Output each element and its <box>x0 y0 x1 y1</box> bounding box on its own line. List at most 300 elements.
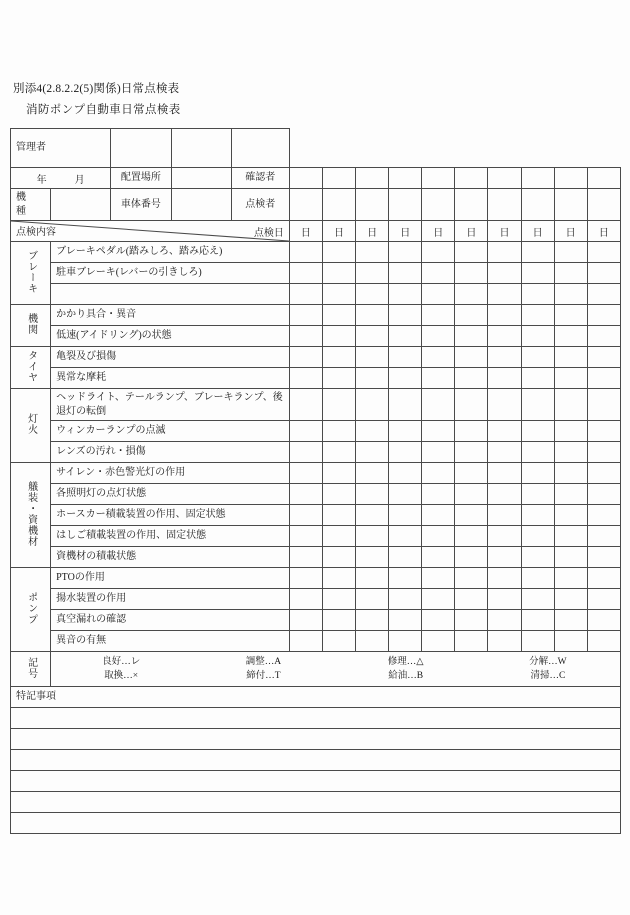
check-cell[interactable] <box>389 484 422 505</box>
check-cell[interactable] <box>488 442 521 463</box>
check-cell[interactable] <box>521 347 554 368</box>
check-cell[interactable] <box>322 463 355 484</box>
check-cell[interactable] <box>422 526 455 547</box>
table-row <box>11 284 621 305</box>
check-cell[interactable] <box>356 442 389 463</box>
check-cell[interactable] <box>322 347 355 368</box>
check-cell[interactable] <box>521 284 554 305</box>
check-cell[interactable] <box>422 421 455 442</box>
inspection-date-header-row <box>11 221 621 242</box>
remarks-input-2[interactable] <box>11 729 621 750</box>
check-cell[interactable] <box>356 389 389 421</box>
page-title: 別添4(2.8.2.2(5)関係)日常点検表 <box>13 83 180 95</box>
item-cell <box>51 442 290 463</box>
inspector-day-4[interactable] <box>389 189 422 221</box>
check-cell[interactable] <box>587 442 620 463</box>
check-cell[interactable] <box>322 568 355 589</box>
check-cell[interactable] <box>587 326 620 347</box>
inspector-day-9[interactable] <box>554 189 587 221</box>
check-cell[interactable] <box>488 326 521 347</box>
check-cell[interactable] <box>554 347 587 368</box>
check-cell[interactable] <box>521 505 554 526</box>
check-cell[interactable] <box>289 589 322 610</box>
inspector-day-10[interactable] <box>587 189 620 221</box>
item-label: 異常な摩耗 <box>56 372 107 384</box>
check-cell[interactable] <box>289 284 322 305</box>
check-cell[interactable] <box>422 347 455 368</box>
check-cell[interactable] <box>356 589 389 610</box>
check-cell[interactable] <box>587 368 620 389</box>
inspector-day-5[interactable] <box>422 189 455 221</box>
check-cell[interactable] <box>587 242 620 263</box>
check-cell[interactable] <box>554 463 587 484</box>
check-cell[interactable] <box>389 547 422 568</box>
check-cell[interactable] <box>521 389 554 421</box>
table-row <box>11 463 621 484</box>
remarks-input-3[interactable] <box>11 750 621 771</box>
confirmer-day-10[interactable] <box>587 168 620 189</box>
check-cell[interactable] <box>322 284 355 305</box>
item-cell <box>51 547 290 568</box>
check-cell[interactable] <box>356 547 389 568</box>
diagonal-header-cell <box>11 221 290 242</box>
manager-field-1[interactable] <box>111 129 171 168</box>
check-cell[interactable] <box>521 442 554 463</box>
remarks-header-row <box>11 687 621 708</box>
check-cell[interactable] <box>422 631 455 652</box>
legend-entry: 調整…A <box>245 656 282 667</box>
check-cell[interactable] <box>289 505 322 526</box>
day-header-4: 日 <box>389 221 422 242</box>
day-header-5: 日 <box>422 221 455 242</box>
check-cell[interactable] <box>289 547 322 568</box>
check-cell[interactable] <box>455 242 488 263</box>
check-cell[interactable] <box>356 463 389 484</box>
check-cell[interactable] <box>322 389 355 421</box>
manager-field-2[interactable] <box>171 129 231 168</box>
check-cell[interactable] <box>554 526 587 547</box>
check-cell[interactable] <box>422 442 455 463</box>
table-row <box>11 305 621 326</box>
remarks-blank-row <box>11 708 621 729</box>
check-cell[interactable] <box>389 505 422 526</box>
check-cell[interactable] <box>422 368 455 389</box>
check-cell[interactable] <box>488 242 521 263</box>
check-cell[interactable] <box>322 326 355 347</box>
check-cell[interactable] <box>422 589 455 610</box>
check-cell[interactable] <box>587 421 620 442</box>
check-cell[interactable] <box>389 347 422 368</box>
check-cell[interactable] <box>356 631 389 652</box>
manager-field-3[interactable] <box>231 129 289 168</box>
legend-label-cell <box>11 652 51 687</box>
check-cell[interactable] <box>488 526 521 547</box>
check-cell[interactable] <box>455 442 488 463</box>
check-cell[interactable] <box>455 589 488 610</box>
body-number-label-cell <box>111 189 171 221</box>
check-cell[interactable] <box>422 484 455 505</box>
confirmer-day-3[interactable] <box>356 168 389 189</box>
check-cell[interactable] <box>389 610 422 631</box>
location-label-cell <box>111 168 171 189</box>
check-cell[interactable] <box>289 242 322 263</box>
date-location-row <box>11 168 621 189</box>
inspector-day-1[interactable] <box>289 189 322 221</box>
check-cell[interactable] <box>389 305 422 326</box>
check-cell[interactable] <box>455 484 488 505</box>
category-pump <box>11 568 51 652</box>
model-label: 機 種 <box>16 192 42 217</box>
check-cell[interactable] <box>587 547 620 568</box>
check-cell[interactable] <box>389 526 422 547</box>
check-cell[interactable] <box>521 421 554 442</box>
check-cell[interactable] <box>554 505 587 526</box>
check-cell[interactable] <box>422 463 455 484</box>
item-label: 資機材の積載状態 <box>56 551 137 563</box>
table-row <box>11 242 621 263</box>
check-cell[interactable] <box>521 568 554 589</box>
check-cell[interactable] <box>356 263 389 284</box>
confirmer-day-9[interactable] <box>554 168 587 189</box>
remarks-label: 特記事項 <box>16 691 56 703</box>
item-cell <box>51 526 290 547</box>
legend-row <box>11 652 621 687</box>
check-cell[interactable] <box>289 610 322 631</box>
check-cell[interactable] <box>455 610 488 631</box>
check-cell[interactable] <box>389 463 422 484</box>
item-label: ウィンカーランプの点滅 <box>56 425 166 437</box>
check-cell[interactable] <box>356 505 389 526</box>
check-cell[interactable] <box>289 368 322 389</box>
legend-column-2 <box>193 654 335 685</box>
check-cell[interactable] <box>488 568 521 589</box>
category-tire <box>11 347 51 389</box>
check-cell[interactable] <box>587 589 620 610</box>
check-cell[interactable] <box>422 242 455 263</box>
check-cell[interactable] <box>322 547 355 568</box>
check-cell[interactable] <box>455 326 488 347</box>
item-cell <box>51 568 290 589</box>
check-cell[interactable] <box>455 568 488 589</box>
check-cell[interactable] <box>488 505 521 526</box>
check-cell[interactable] <box>455 547 488 568</box>
check-cell[interactable] <box>587 284 620 305</box>
legend-entry: 清掃…C <box>530 671 566 681</box>
item-label: 低速(アイドリング)の状態 <box>56 330 172 342</box>
item-cell <box>51 505 290 526</box>
check-cell[interactable] <box>554 242 587 263</box>
check-cell[interactable] <box>389 568 422 589</box>
confirmer-day-5[interactable] <box>422 168 455 189</box>
item-label: 亀裂及び損傷 <box>56 351 117 363</box>
body-number-label: 車体番号 <box>120 198 161 210</box>
inspector-day-3[interactable] <box>356 189 389 221</box>
check-cell[interactable] <box>356 484 389 505</box>
check-cell[interactable] <box>389 368 422 389</box>
check-cell[interactable] <box>488 484 521 505</box>
check-cell[interactable] <box>554 389 587 421</box>
check-cell[interactable] <box>488 631 521 652</box>
check-cell[interactable] <box>389 242 422 263</box>
inspector-day-2[interactable] <box>322 189 355 221</box>
remarks-input-1[interactable] <box>11 708 621 729</box>
item-cell <box>51 610 290 631</box>
check-cell[interactable] <box>289 631 322 652</box>
check-cell[interactable] <box>322 631 355 652</box>
day-header-9: 日 <box>554 221 587 242</box>
check-cell[interactable] <box>554 368 587 389</box>
check-cell[interactable] <box>356 347 389 368</box>
category-lights <box>11 389 51 463</box>
check-cell[interactable] <box>455 368 488 389</box>
check-cell[interactable] <box>322 421 355 442</box>
check-cell[interactable] <box>521 326 554 347</box>
check-cell[interactable] <box>322 263 355 284</box>
check-cell[interactable] <box>289 305 322 326</box>
check-cell[interactable] <box>389 421 422 442</box>
confirmer-day-4[interactable] <box>389 168 422 189</box>
check-cell[interactable] <box>422 568 455 589</box>
check-cell[interactable] <box>521 631 554 652</box>
legend-entry: 取換…× <box>104 671 139 681</box>
check-cell[interactable] <box>554 421 587 442</box>
check-cell[interactable] <box>521 589 554 610</box>
check-cell[interactable] <box>554 610 587 631</box>
check-cell[interactable] <box>521 305 554 326</box>
day-header-6: 日 <box>455 221 488 242</box>
check-cell[interactable] <box>455 463 488 484</box>
check-cell[interactable] <box>587 610 620 631</box>
body-number-value-cell[interactable] <box>171 189 231 221</box>
legend-column-3 <box>336 654 478 685</box>
check-cell[interactable] <box>322 368 355 389</box>
location-value-cell[interactable] <box>171 168 231 189</box>
check-cell[interactable] <box>356 610 389 631</box>
check-cell[interactable] <box>289 326 322 347</box>
check-cell[interactable] <box>521 463 554 484</box>
remarks-input-5[interactable] <box>11 792 621 813</box>
check-cell[interactable] <box>587 463 620 484</box>
location-label: 配置場所 <box>120 172 161 184</box>
check-cell[interactable] <box>289 463 322 484</box>
check-cell[interactable] <box>554 442 587 463</box>
legend-label: 記号 <box>25 656 37 679</box>
category-label: ブレーキ <box>25 249 37 294</box>
check-cell[interactable] <box>322 442 355 463</box>
check-cell[interactable] <box>422 284 455 305</box>
check-cell[interactable] <box>554 284 587 305</box>
check-cell[interactable] <box>488 284 521 305</box>
check-cell[interactable] <box>554 326 587 347</box>
remarks-input-6[interactable] <box>11 813 621 834</box>
check-cell[interactable] <box>554 631 587 652</box>
check-cell[interactable] <box>488 389 521 421</box>
legend-column-1 <box>51 654 193 685</box>
check-cell[interactable] <box>521 368 554 389</box>
check-cell[interactable] <box>488 305 521 326</box>
page-subtitle: 消防ポンプ自動車日常点検表 <box>26 104 181 116</box>
item-cell <box>51 421 290 442</box>
check-cell[interactable] <box>455 526 488 547</box>
legend-entry: 良好…レ <box>102 656 141 667</box>
check-cell[interactable] <box>322 526 355 547</box>
table-row <box>11 568 621 589</box>
manager-label: 管理者 <box>16 142 46 154</box>
check-cell[interactable] <box>554 589 587 610</box>
check-cell[interactable] <box>289 568 322 589</box>
check-cell[interactable] <box>455 505 488 526</box>
check-cell[interactable] <box>289 526 322 547</box>
table-row <box>11 389 621 421</box>
check-cell[interactable] <box>389 284 422 305</box>
check-cell[interactable] <box>422 263 455 284</box>
manager-row-spacer <box>289 129 620 168</box>
check-cell[interactable] <box>422 610 455 631</box>
month-label: 月 <box>74 174 85 186</box>
item-label: はしご積載装置の作用、固定状態 <box>56 530 207 542</box>
confirmer-day-8[interactable] <box>521 168 554 189</box>
item-label: 真空漏れの確認 <box>56 614 127 626</box>
check-cell[interactable] <box>356 421 389 442</box>
check-cell[interactable] <box>322 484 355 505</box>
inspector-label-cell <box>231 189 289 221</box>
check-cell[interactable] <box>455 421 488 442</box>
item-cell <box>51 347 290 368</box>
table-row <box>11 326 621 347</box>
item-cell[interactable] <box>51 284 290 305</box>
check-cell[interactable] <box>389 263 422 284</box>
confirmer-day-6[interactable] <box>455 168 488 189</box>
manager-label-cell <box>11 129 111 168</box>
table-row <box>11 421 621 442</box>
check-cell[interactable] <box>587 505 620 526</box>
check-cell[interactable] <box>322 242 355 263</box>
remarks-blank-row <box>11 750 621 771</box>
check-cell[interactable] <box>587 568 620 589</box>
check-cell[interactable] <box>587 347 620 368</box>
check-cell[interactable] <box>488 368 521 389</box>
check-cell[interactable] <box>389 631 422 652</box>
model-label-cell <box>11 189 51 221</box>
remarks-input-4[interactable] <box>11 771 621 792</box>
check-cell[interactable] <box>587 305 620 326</box>
confirmer-day-2[interactable] <box>322 168 355 189</box>
check-cell[interactable] <box>389 442 422 463</box>
check-cell[interactable] <box>389 326 422 347</box>
check-cell[interactable] <box>488 463 521 484</box>
check-cell[interactable] <box>587 631 620 652</box>
check-cell[interactable] <box>455 284 488 305</box>
check-cell[interactable] <box>587 526 620 547</box>
check-cell[interactable] <box>587 389 620 421</box>
check-cell[interactable] <box>289 484 322 505</box>
check-cell[interactable] <box>422 305 455 326</box>
check-cell[interactable] <box>389 589 422 610</box>
table-row <box>11 505 621 526</box>
check-cell[interactable] <box>422 389 455 421</box>
check-cell[interactable] <box>422 505 455 526</box>
legend-content-cell <box>51 652 621 687</box>
check-cell[interactable] <box>356 305 389 326</box>
item-label: レンズの汚れ・損傷 <box>56 446 146 458</box>
remarks-blank-row <box>11 771 621 792</box>
check-cell[interactable] <box>455 631 488 652</box>
check-cell[interactable] <box>587 263 620 284</box>
check-cell[interactable] <box>422 326 455 347</box>
check-cell[interactable] <box>322 505 355 526</box>
check-cell[interactable] <box>488 589 521 610</box>
check-cell[interactable] <box>356 326 389 347</box>
check-cell[interactable] <box>521 242 554 263</box>
check-cell[interactable] <box>322 305 355 326</box>
check-cell[interactable] <box>289 263 322 284</box>
check-cell[interactable] <box>455 263 488 284</box>
day-header-3: 日 <box>356 221 389 242</box>
check-cell[interactable] <box>389 389 422 421</box>
check-cell[interactable] <box>289 421 322 442</box>
check-cell[interactable] <box>455 305 488 326</box>
confirmer-day-1[interactable] <box>289 168 322 189</box>
check-cell[interactable] <box>521 610 554 631</box>
inspector-day-6[interactable] <box>455 189 488 221</box>
confirmer-label-cell <box>231 168 289 189</box>
table-row <box>11 263 621 284</box>
check-cell[interactable] <box>488 347 521 368</box>
check-cell[interactable] <box>289 442 322 463</box>
check-cell[interactable] <box>587 484 620 505</box>
item-cell <box>51 242 290 263</box>
inspector-day-7[interactable] <box>488 189 521 221</box>
table-row <box>11 610 621 631</box>
check-cell[interactable] <box>554 568 587 589</box>
check-cell[interactable] <box>521 484 554 505</box>
check-cell[interactable] <box>488 263 521 284</box>
check-cell[interactable] <box>356 368 389 389</box>
check-cell[interactable] <box>356 568 389 589</box>
check-cell[interactable] <box>455 389 488 421</box>
check-cell[interactable] <box>488 610 521 631</box>
confirmer-label: 確認者 <box>245 172 276 184</box>
check-cell[interactable] <box>554 305 587 326</box>
check-cell[interactable] <box>322 610 355 631</box>
legend-entry: 修理…△ <box>387 656 424 667</box>
check-cell[interactable] <box>554 263 587 284</box>
check-cell[interactable] <box>455 347 488 368</box>
check-cell[interactable] <box>289 347 322 368</box>
legend-entry: 締付…T <box>246 671 281 681</box>
year-month-cell[interactable] <box>11 168 111 189</box>
check-cell[interactable] <box>521 263 554 284</box>
item-label: ブレーキペダル(踏みしろ、踏み応え) <box>56 246 223 258</box>
check-cell[interactable] <box>554 547 587 568</box>
check-cell[interactable] <box>422 547 455 568</box>
check-cell[interactable] <box>356 526 389 547</box>
check-cell[interactable] <box>356 284 389 305</box>
category-label: タイヤ <box>25 349 37 383</box>
check-cell[interactable] <box>289 389 322 421</box>
check-cell[interactable] <box>554 484 587 505</box>
check-cell[interactable] <box>322 589 355 610</box>
category-label: 灯火 <box>25 413 37 435</box>
check-cell[interactable] <box>488 421 521 442</box>
check-cell[interactable] <box>488 547 521 568</box>
model-value-cell[interactable] <box>51 189 111 221</box>
check-cell[interactable] <box>521 526 554 547</box>
inspector-day-8[interactable] <box>521 189 554 221</box>
confirmer-day-7[interactable] <box>488 168 521 189</box>
check-cell[interactable] <box>356 242 389 263</box>
check-cell[interactable] <box>521 547 554 568</box>
